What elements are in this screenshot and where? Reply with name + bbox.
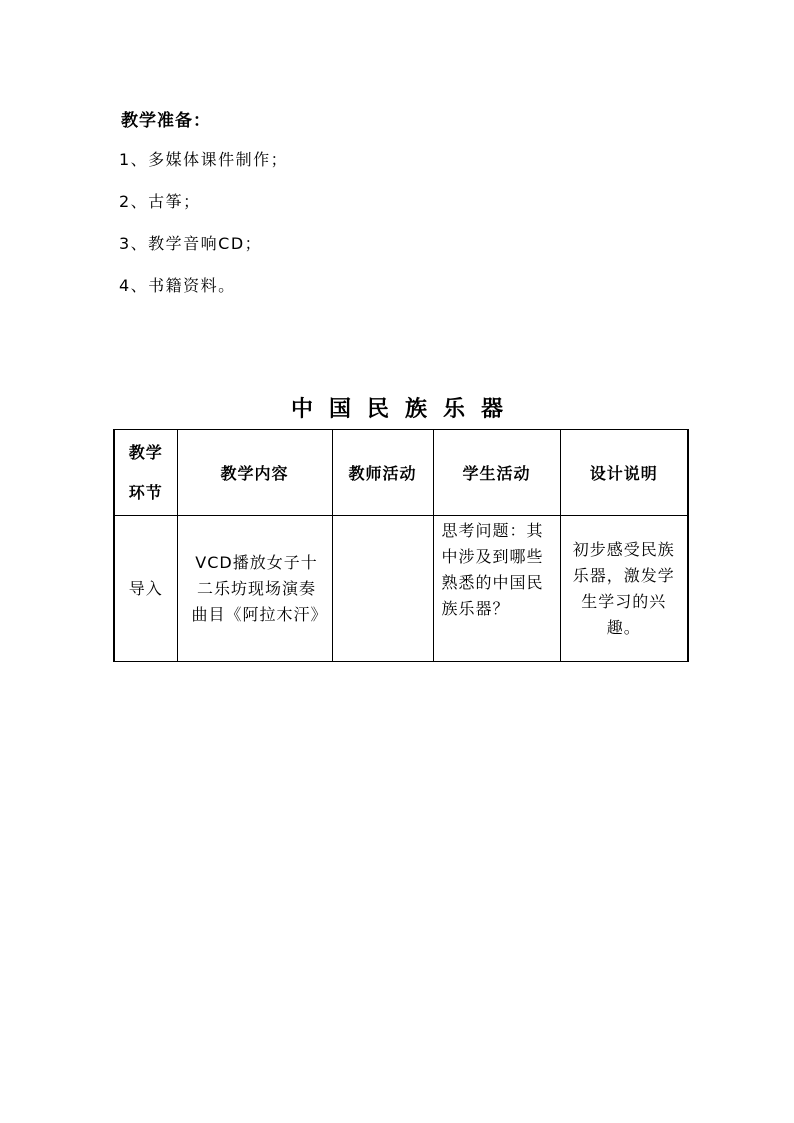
header-design: 设计说明	[560, 430, 688, 516]
preparation-list	[119, 146, 288, 314]
preparation-item: 1、多媒体课件制作；	[119, 150, 289, 169]
preparation-item: 3、教学音响CD；	[119, 234, 263, 253]
header-stage-line1: 教学	[128, 442, 163, 462]
cell-stage	[114, 516, 177, 662]
header-stage-line2: 环节	[128, 482, 163, 502]
stage-text: 导入	[128, 578, 163, 598]
preparation-item: 4、书籍资料。	[119, 276, 236, 295]
table-row	[114, 516, 688, 662]
student-text: 思考问题：其中涉及到哪些熟悉的中国民族乐器？	[441, 521, 544, 618]
cell-teacher	[332, 516, 433, 662]
header-stage	[114, 430, 177, 516]
document-title: 中国民族乐器	[290, 397, 519, 422]
design-text: 初步感受民族乐器，激发学生学习的兴趣。	[572, 539, 675, 637]
cell-content	[177, 516, 332, 662]
cell-design	[560, 516, 688, 662]
header-student: 学生活动	[433, 430, 560, 516]
lesson-table	[113, 429, 689, 662]
header-content: 教学内容	[177, 430, 332, 516]
preparation-item: 2、古筝；	[119, 192, 201, 211]
cell-student	[433, 516, 560, 662]
table-header-row	[114, 430, 688, 516]
header-teacher: 教师活动	[332, 430, 433, 516]
content-text: VCD播放女子十二乐坊现场演奏曲目《阿拉木汗》	[191, 552, 328, 624]
preparation-heading: 教学准备：	[121, 111, 211, 131]
